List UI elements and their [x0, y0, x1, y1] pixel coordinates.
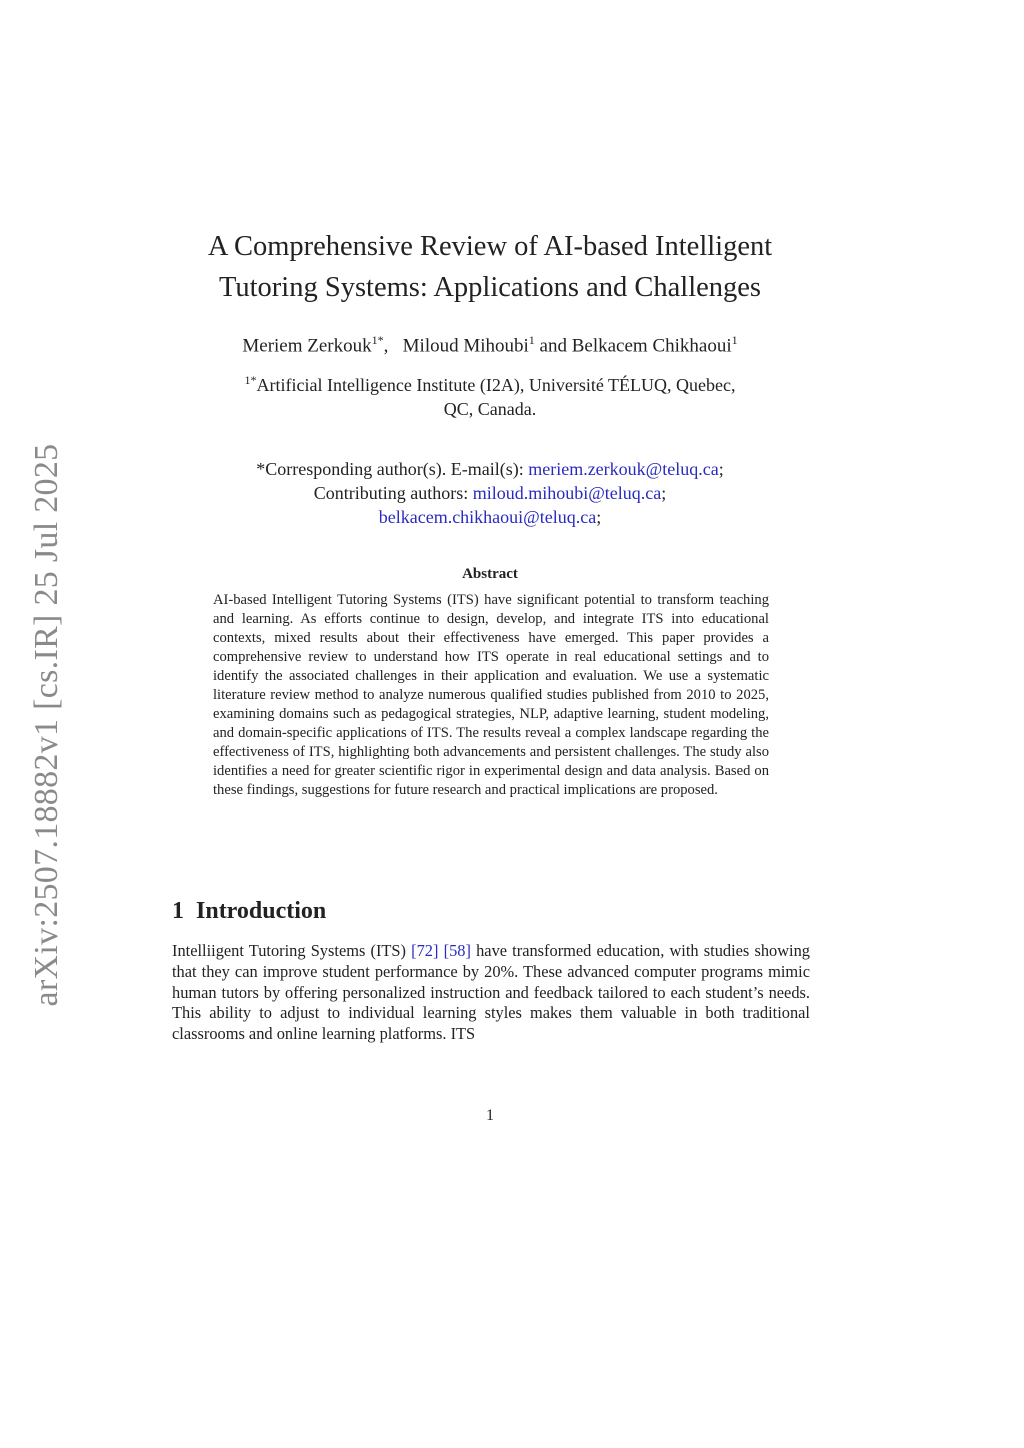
section-heading [172, 898, 326, 925]
author-list [150, 333, 830, 357]
author-separator: and [539, 335, 567, 357]
author-separator: , [383, 335, 389, 357]
correspondence-block [150, 457, 830, 529]
introduction-paragraph [172, 941, 810, 1045]
affiliation-line-2: QC, Canada. [443, 399, 537, 419]
author-name: Miloud Mihoubi [402, 335, 529, 357]
affiliation-line-1: Artificial Intelligence Institute (I2A), Université TÉLUQ, Quebec, [256, 375, 736, 395]
abstract-heading: Abstract [462, 566, 518, 582]
abstract-text: AI-based Intelligent Tutoring Systems (ITS) have significant potential to transform teaching and learning. As efforts continue to design, develop, and integrate ITS into educational contexts, mixed results about their effectiveness have emerged. This paper provides a comprehensive review to understand how ITS operate in real educational settings and to identify the associated challenges in their application and evaluation. We use a systematic literature review method to analyze numerous qualified studies published from 2010 to 2025, examining domains such as pedagogical strategies, NLP, adaptive learning, student modeling, and domain-specific applications of ITS. The results reveal a complex landscape regarding the effectiveness of ITS, highlighting both advancements and persistent challenges. The study also identifies a need for greater scientific rigor in experimental design and data analysis. Based on these findings, suggestions for future research and practical implications are proposed. [213, 592, 769, 798]
affiliation-mark: 1* [244, 373, 257, 387]
arxiv-identifier-stamp: arXiv:2507.18882v1 [cs.IR] 25 Jul 2025 [28, 443, 65, 1007]
author-affiliation-mark: 1 [528, 333, 535, 347]
separator: ; [718, 459, 724, 479]
citation-link[interactable]: [58] [443, 941, 471, 960]
section-number: 1 [172, 898, 184, 924]
author-affiliation-mark: 1 [731, 333, 738, 347]
intro-text-rest: have transformed education, with studies showing that they can improve student performance by 20%. These advanced computer programs mimic human tutors by offering personalized instruction and feedback tailored to each student’s needs. This ability to adjust to individual learning styles makes them valuable in both traditional classrooms and online learning platforms. ITS [172, 941, 810, 1044]
author-name: Meriem Zerkouk [242, 335, 372, 357]
paper-title [150, 226, 830, 308]
separator: ; [596, 507, 602, 527]
affiliation [190, 368, 790, 421]
citation-link[interactable]: [72] [411, 941, 439, 960]
corresponding-email-link[interactable]: meriem.zerkouk@teluq.ca [528, 459, 719, 479]
corresponding-label: *Corresponding author(s). E-mail(s): [256, 459, 524, 479]
page-number: 1 [486, 1107, 494, 1124]
intro-text-start: Intelliigent Tutoring Systems (ITS) [172, 941, 406, 960]
contributing-label: Contributing authors: [313, 483, 469, 503]
title-line-1: A Comprehensive Review of AI-based Intelligent [207, 231, 773, 262]
separator: ; [661, 483, 667, 503]
contributing-email-link[interactable]: belkacem.chikhaoui@teluq.ca [378, 507, 597, 527]
title-line-2: Tutoring Systems: Applications and Challenges [218, 272, 762, 303]
section-title: Introduction [196, 898, 327, 924]
contributing-email-link[interactable]: miloud.mihoubi@teluq.ca [472, 483, 662, 503]
author-affiliation-mark: 1* [371, 333, 384, 347]
author-name: Belkacem Chikhaoui [571, 335, 732, 357]
